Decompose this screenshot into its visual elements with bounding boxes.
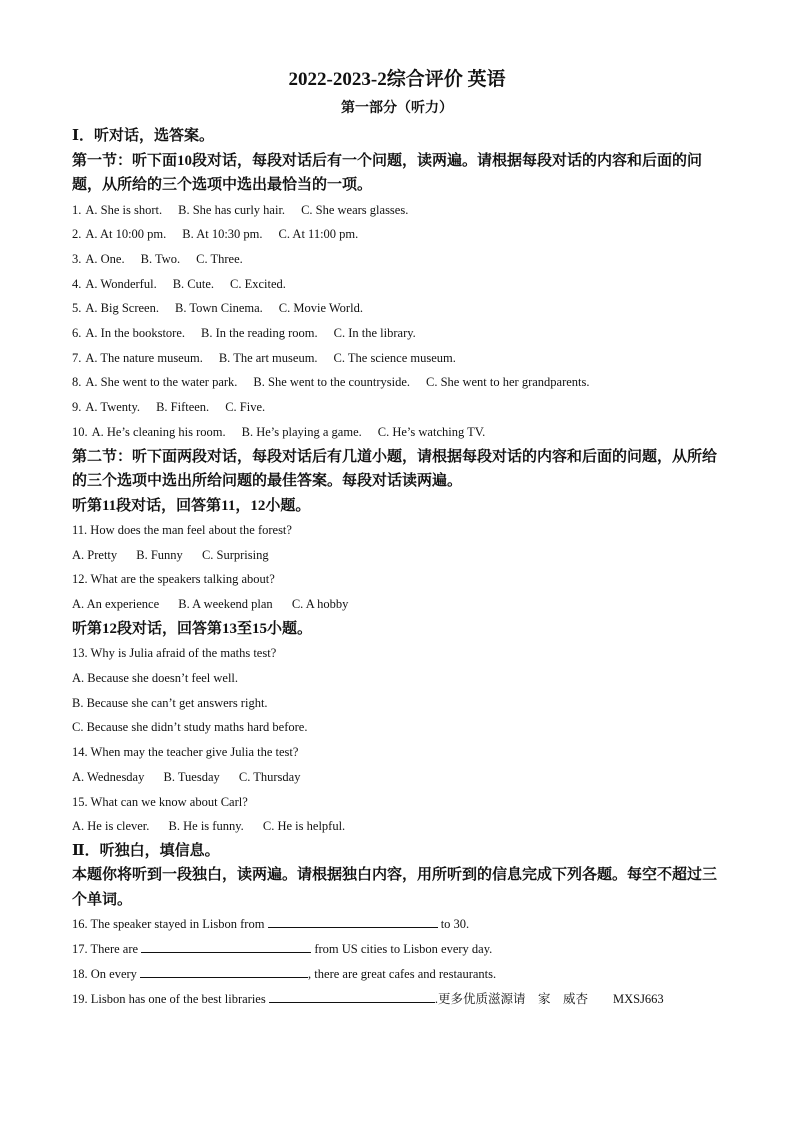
option-a: A. He is clever. <box>72 819 150 834</box>
option-a: A. He’s cleaning his room. <box>91 424 226 439</box>
section1-question-list <box>72 198 722 445</box>
question-number: 10. <box>72 424 88 439</box>
question-16-tail: to 30. <box>437 917 470 932</box>
question-18 <box>72 962 722 987</box>
option-a: A. Wednesday <box>72 769 145 784</box>
option-b: B. She has curly hair. <box>178 202 286 217</box>
option-c: C. He’s watching TV. <box>377 424 486 439</box>
option-c: C. She wears glasses. <box>301 202 409 217</box>
answer-blank-18[interactable] <box>140 964 308 978</box>
option-b: B. Funny <box>136 547 183 562</box>
question-19-tail: .更多优质滋源请 家 威杏 MXSJ663 <box>434 991 664 1006</box>
option-c: C. The science museum. <box>333 350 456 365</box>
option-c: C. Surprising <box>201 547 269 562</box>
option-a: A. She went to the water park. <box>85 375 238 390</box>
option-b: B. Fifteen. <box>156 400 210 415</box>
question-number: 6. <box>72 326 82 341</box>
question-8 <box>72 370 722 395</box>
option-b: B. He’s playing a game. <box>241 424 362 439</box>
option-c: C. Movie World. <box>278 301 363 316</box>
question-number: 2. <box>72 227 82 242</box>
question-number: 8. <box>72 375 82 390</box>
question-13-option-c: C. Because she didn’t study maths hard before. <box>72 720 308 735</box>
option-b: B. In the reading room. <box>201 326 318 341</box>
option-b: B. He is funny. <box>168 819 244 834</box>
question-12: 12. What are the speakers talking about? <box>72 572 275 587</box>
question-17-text: 17. There are <box>72 942 142 957</box>
option-c: C. Three. <box>196 251 243 266</box>
page-title: 2022-2023-2综合评价 英语 <box>288 69 506 90</box>
question-18-tail: , there are great cafes and restaurants. <box>308 966 497 981</box>
question-4 <box>72 272 722 297</box>
option-c: C. Five. <box>225 400 266 415</box>
page-subtitle: 第一部分（听力） <box>341 101 453 116</box>
option-b: B. She went to the countryside. <box>253 375 410 390</box>
dialog11-heading: 听第11段对话，回答第11，12小题。 <box>72 497 311 514</box>
question-9 <box>72 395 722 420</box>
question-12-options <box>72 592 722 617</box>
option-a: A. In the bookstore. <box>85 326 186 341</box>
part1-heading: Ⅰ．听对话，选答案。 <box>72 128 215 144</box>
question-11: 11. How does the man feel about the forest? <box>72 523 292 538</box>
part2-instructions: 本题你将听到一段独白，读两遍。请根据独白内容，用所听到的信息完成下列各题。每空不超过三个单词。 <box>72 867 718 908</box>
option-c: C. She went to her grandparents. <box>426 375 590 390</box>
question-5 <box>72 296 722 321</box>
question-3 <box>72 247 722 272</box>
option-a: A. Twenty. <box>85 400 141 415</box>
answer-blank-17[interactable] <box>141 939 311 953</box>
option-a: A. An experience <box>72 597 160 612</box>
question-2 <box>72 222 722 247</box>
question-16 <box>72 912 722 937</box>
question-13: 13. Why is Julia afraid of the maths test? <box>72 646 277 661</box>
answer-blank-19[interactable] <box>269 989 435 1003</box>
question-19 <box>72 987 722 1012</box>
question-6 <box>72 321 722 346</box>
question-13-option-a: A. Because she doesn’t feel well. <box>72 671 239 686</box>
question-18-text: 18. On every <box>72 966 141 981</box>
option-a: A. At 10:00 pm. <box>85 227 167 242</box>
option-b: B. The art museum. <box>218 350 318 365</box>
option-a: A. The nature museum. <box>85 350 203 365</box>
option-b: B. Tuesday <box>163 769 220 784</box>
option-c: C. A hobby <box>291 597 349 612</box>
question-10 <box>72 420 722 445</box>
option-c: C. He is helpful. <box>262 819 346 834</box>
option-b: B. Town Cinema. <box>174 301 263 316</box>
question-1 <box>72 198 722 223</box>
option-a: A. One. <box>85 251 125 266</box>
part2-heading: Ⅱ．听独白，填信息。 <box>72 842 220 859</box>
question-number: 1. <box>72 202 82 217</box>
question-15: 15. What can we know about Carl? <box>72 794 248 809</box>
section2-instructions: 第二节：听下面两段对话，每段对话后有几道小题，请根据每段对话的内容和后面的问题，从所给的三个选项中选出所给问题的最佳答案。每段对话读两遍。 <box>72 448 718 490</box>
question-19-text: 19. Lisbon has one of the best libraries <box>72 991 269 1006</box>
option-a: A. Wonderful. <box>85 276 157 291</box>
question-7 <box>72 346 722 371</box>
option-a: A. Pretty <box>72 547 118 562</box>
question-17 <box>72 937 722 962</box>
section1-instructions: 第一节：听下面10段对话，每段对话后有一个问题，读两遍。请根据每段对话的内容和后面的问题，从所给的三个选项中选出最恰当的一项。 <box>72 152 703 193</box>
question-number: 7. <box>72 350 82 365</box>
option-a: A. She is short. <box>85 202 163 217</box>
question-17-tail: from US cities to Lisbon every day. <box>311 942 493 957</box>
dialog12-heading: 听第12段对话，回答第13至15小题。 <box>72 620 313 637</box>
option-b: B. A weekend plan <box>178 597 273 612</box>
question-16-text: 16. The speaker stayed in Lisbon from <box>72 917 268 932</box>
option-c: C. In the library. <box>333 326 416 341</box>
question-number: 5. <box>72 301 82 316</box>
answer-blank-16[interactable] <box>268 914 438 928</box>
option-c: C. At 11:00 pm. <box>278 227 359 242</box>
option-c: C. Excited. <box>230 276 286 291</box>
question-15-options <box>72 814 722 839</box>
question-13-option-b: B. Because she can’t get answers right. <box>72 695 268 710</box>
question-14: 14. When may the teacher give Julia the test? <box>72 745 299 760</box>
option-c: C. Thursday <box>238 769 301 784</box>
option-a: A. Big Screen. <box>85 301 159 316</box>
question-number: 3. <box>72 251 82 266</box>
question-number: 9. <box>72 400 82 415</box>
option-b: B. Two. <box>140 251 181 266</box>
exam-page <box>72 68 722 1011</box>
question-11-options <box>72 543 722 568</box>
option-b: B. At 10:30 pm. <box>182 227 263 242</box>
question-14-options <box>72 765 722 790</box>
option-b: B. Cute. <box>172 276 215 291</box>
question-number: 4. <box>72 276 82 291</box>
